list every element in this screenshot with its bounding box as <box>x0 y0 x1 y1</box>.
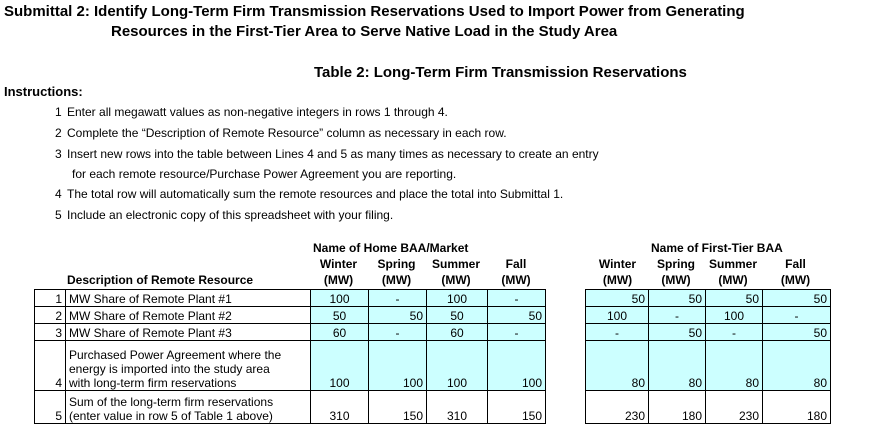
home-winter-unit: (MW) <box>323 273 354 287</box>
row-number: 1 <box>35 290 66 307</box>
home-winter-value[interactable]: 60 <box>311 324 369 341</box>
home-fall-value[interactable]: - <box>488 324 546 341</box>
instruction-4-number: 4 <box>55 187 62 201</box>
instruction-3-number: 3 <box>55 147 62 161</box>
instruction-4: The total row will automatically sum the remote resources and place the total into Submittal 1. <box>67 187 564 201</box>
remote-resource-description[interactable]: MW Share of Remote Plant #2 <box>66 307 311 324</box>
first-tier-fall-unit: (MW) <box>780 273 811 287</box>
first-tier-fall-value[interactable]: 50 <box>763 324 831 341</box>
first-tier-spring-total: 180 <box>649 391 706 424</box>
table-row <box>586 290 831 307</box>
home-fall-unit: (MW) <box>501 273 531 287</box>
first-tier-summer-unit: (MW) <box>718 273 748 287</box>
home-winter-header: Winter <box>319 257 358 271</box>
table-row <box>35 324 546 341</box>
home-summer-value[interactable]: 60 <box>427 324 488 341</box>
home-fall-total: 150 <box>488 391 546 424</box>
home-fall-value[interactable]: 50 <box>488 307 546 324</box>
first-tier-fall-total: 180 <box>763 391 831 424</box>
first-tier-summer-value[interactable]: 100 <box>706 307 763 324</box>
home-summer-header: Summer <box>431 257 481 271</box>
table-row <box>586 307 831 324</box>
first-tier-summer-header: Summer <box>708 257 758 271</box>
row-number: 3 <box>35 324 66 341</box>
first-tier-winter-value[interactable]: 100 <box>586 307 649 324</box>
home-summer-value[interactable]: 50 <box>427 307 488 324</box>
remote-resource-description[interactable] <box>66 341 311 391</box>
home-spring-value[interactable]: 50 <box>369 307 427 324</box>
home-summer-value[interactable]: 100 <box>427 341 488 391</box>
first-tier-fall-value[interactable]: - <box>763 307 831 324</box>
home-spring-total: 150 <box>369 391 427 424</box>
home-fall-value[interactable]: 100 <box>488 341 546 391</box>
home-summer-unit: (MW) <box>441 273 471 287</box>
table-row <box>35 307 546 324</box>
first-tier-spring-value[interactable]: - <box>649 307 706 324</box>
home-spring-value[interactable]: 100 <box>369 341 427 391</box>
first-tier-winter-value[interactable]: - <box>586 324 649 341</box>
first-tier-winter-header: Winter <box>598 257 637 271</box>
row-number: 4 <box>35 341 66 391</box>
home-fall-value[interactable]: - <box>488 290 546 307</box>
first-tier-spring-value[interactable]: 80 <box>649 341 706 391</box>
instruction-2-number: 2 <box>55 126 62 140</box>
first-tier-fall-value[interactable]: 50 <box>763 290 831 307</box>
home-summer-value[interactable]: 100 <box>427 290 488 307</box>
first-tier-summer-value[interactable]: 80 <box>706 341 763 391</box>
home-spring-value[interactable]: - <box>369 290 427 307</box>
first-tier-spring-value[interactable]: 50 <box>649 324 706 341</box>
home-baa-table <box>34 289 546 424</box>
first-tier-winter-unit: (MW) <box>602 273 633 287</box>
instruction-3: Insert new rows into the table between Lines 4 and 5 as many times as necessary to create an entry <box>67 147 599 161</box>
instruction-5: Include an electronic copy of this spreadsheet with your filing. <box>67 208 394 222</box>
home-winter-value[interactable]: 50 <box>311 307 369 324</box>
table-row <box>35 341 546 391</box>
first-tier-summer-value[interactable]: - <box>706 324 763 341</box>
remote-resource-description <box>66 391 311 424</box>
description-column-header: Description of Remote Resource <box>67 273 254 287</box>
description-line: Sum of the long-term firm reservations <box>69 395 274 409</box>
home-winter-total: 310 <box>311 391 369 424</box>
row-number: 2 <box>35 307 66 324</box>
instruction-1: Enter all megawatt values as non-negative integers in rows 1 through 4. <box>67 105 448 119</box>
home-fall-header: Fall <box>505 257 527 271</box>
home-winter-value[interactable]: 100 <box>311 341 369 391</box>
home-winter-value[interactable]: 100 <box>311 290 369 307</box>
instructions-heading: Instructions: <box>4 84 83 99</box>
remote-resource-description[interactable]: MW Share of Remote Plant #3 <box>66 324 311 341</box>
first-tier-fall-header: Fall <box>785 257 806 271</box>
instruction-5-number: 5 <box>55 208 62 222</box>
table-row <box>586 324 831 341</box>
first-tier-spring-header: Spring <box>657 257 695 271</box>
first-tier-spring-value[interactable]: 50 <box>649 290 706 307</box>
home-spring-value[interactable]: - <box>369 324 427 341</box>
first-tier-baa-group-header: Name of First-Tier BAA <box>651 241 783 255</box>
table-row <box>35 290 546 307</box>
home-spring-unit: (MW) <box>381 273 412 287</box>
instruction-1-number: 1 <box>55 105 62 119</box>
home-spring-header: Spring <box>377 257 416 271</box>
description-line: (enter value in row 5 of Table 1 above) <box>69 409 273 423</box>
table-row-total <box>586 391 831 424</box>
instruction-3-continued: for each remote resource/Purchase Power Agreement you are reporting. <box>72 167 457 181</box>
submittal-title-line2: Resources in the First-Tier Area to Serve Native Load in the Study Area <box>111 23 618 40</box>
table-title: Table 2: Long-Term Firm Transmission Reservations <box>314 64 687 81</box>
first-tier-winter-value[interactable]: 80 <box>586 341 649 391</box>
table-row <box>586 341 831 391</box>
remote-resource-description[interactable]: MW Share of Remote Plant #1 <box>66 290 311 307</box>
home-summer-total: 310 <box>427 391 488 424</box>
submittal-title-line1: Submittal 2: Identify Long-Term Firm Transmission Reservations Used to Import Power from Generating <box>4 3 745 20</box>
description-line: with long-term firm reservations <box>69 376 237 390</box>
table-row-total <box>35 391 546 424</box>
first-tier-baa-table <box>585 289 831 424</box>
first-tier-winter-value[interactable]: 50 <box>586 290 649 307</box>
first-tier-summer-total: 230 <box>706 391 763 424</box>
first-tier-winter-total: 230 <box>586 391 649 424</box>
instruction-2: Complete the “Description of Remote Resource” column as necessary in each row. <box>67 126 507 140</box>
home-baa-group-header: Name of Home BAA/Market <box>313 241 469 255</box>
row-number: 5 <box>35 391 66 424</box>
first-tier-spring-unit: (MW) <box>661 273 691 287</box>
first-tier-fall-value[interactable]: 80 <box>763 341 831 391</box>
first-tier-summer-value[interactable]: 50 <box>706 290 763 307</box>
description-line: Purchased Power Agreement where the <box>69 348 282 362</box>
description-line: energy is imported into the study area <box>69 362 270 376</box>
